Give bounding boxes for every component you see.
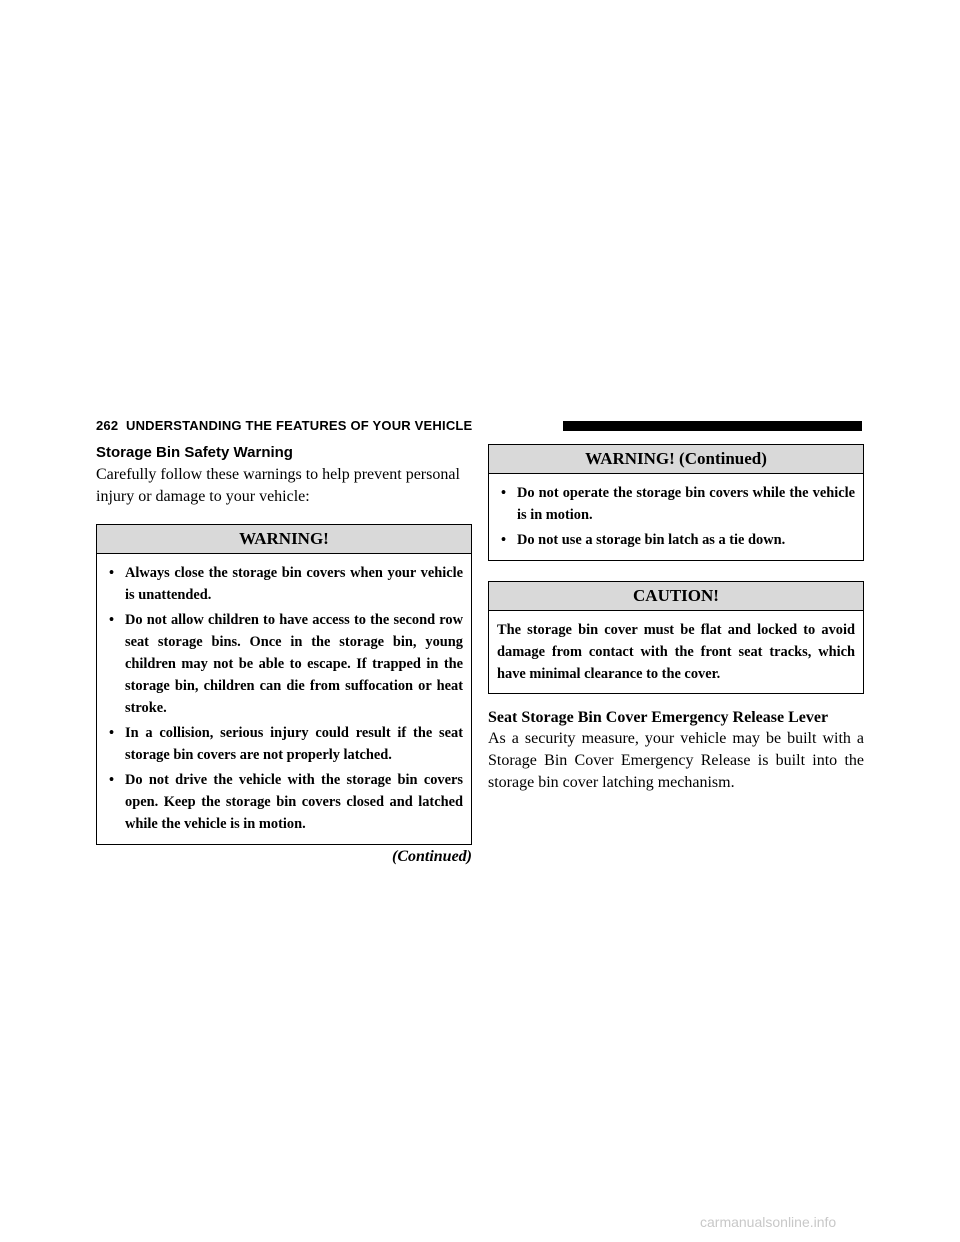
bullet-icon: • [109, 725, 115, 741]
caution-box [488, 581, 864, 694]
bullet-icon: • [109, 612, 115, 628]
page-header [96, 418, 862, 434]
watermark: carmanualsonline.info [700, 1214, 837, 1230]
warning-box-title: WARNING! [97, 525, 471, 554]
warning-box [96, 524, 472, 845]
page-number: 262 [96, 418, 119, 433]
section-heading: Storage Bin Safety Warning [96, 444, 293, 461]
caution-box-body: The storage bin cover must be flat and locked to avoid damage from contact with the front seat tracks, which have minimal clearance to the cover. [497, 622, 855, 682]
warning-continued-list [489, 474, 863, 560]
section-title: UNDERSTANDING THE FEATURES OF YOUR VEHICLE [126, 418, 473, 433]
bullet-icon: • [501, 485, 507, 501]
right-column [488, 444, 864, 794]
bullet-icon: • [109, 565, 115, 581]
caution-box-title: CAUTION! [489, 582, 863, 611]
warning-list [97, 554, 471, 844]
header-rule [563, 421, 862, 431]
left-column [96, 444, 472, 867]
warning-item: • Do not use a storage bin latch as a tie down. [501, 529, 855, 551]
warning-item: • Always close the storage bin covers when your vehicle is unattended. [109, 562, 463, 606]
warning-item: • Do not operate the storage bin covers while the vehicle is in motion. [501, 482, 855, 526]
warning-continued-box [488, 444, 864, 561]
warning-item: • In a collision, serious injury could result if the seat storage bin covers are not properly latched. [109, 722, 463, 766]
warning-item: • Do not allow children to have access to the second row seat storage bins. Once in the storage bin, young children may not be able to escape. If trapped in the storage bin, children can die from suffocation or heat stroke. [109, 609, 463, 719]
warning-continued-title: WARNING! (Continued) [489, 445, 863, 474]
release-paragraph: As a security measure, your vehicle may be built with a Storage Bin Cover Emergency Release is built into the storage bin cover latching mechanism. [488, 730, 864, 791]
warning-item: • Do not drive the vehicle with the storage bin covers open. Keep the storage bin covers closed and latched while the vehicle is in motion. [109, 769, 463, 835]
subheading: Seat Storage Bin Cover Emergency Release Lever [488, 709, 829, 726]
continued-label: (Continued) [391, 848, 472, 865]
intro-paragraph: Carefully follow these warnings to help prevent personal injury or damage to your vehicle: [96, 466, 460, 505]
bullet-icon: • [501, 532, 507, 548]
bullet-icon: • [109, 772, 115, 788]
